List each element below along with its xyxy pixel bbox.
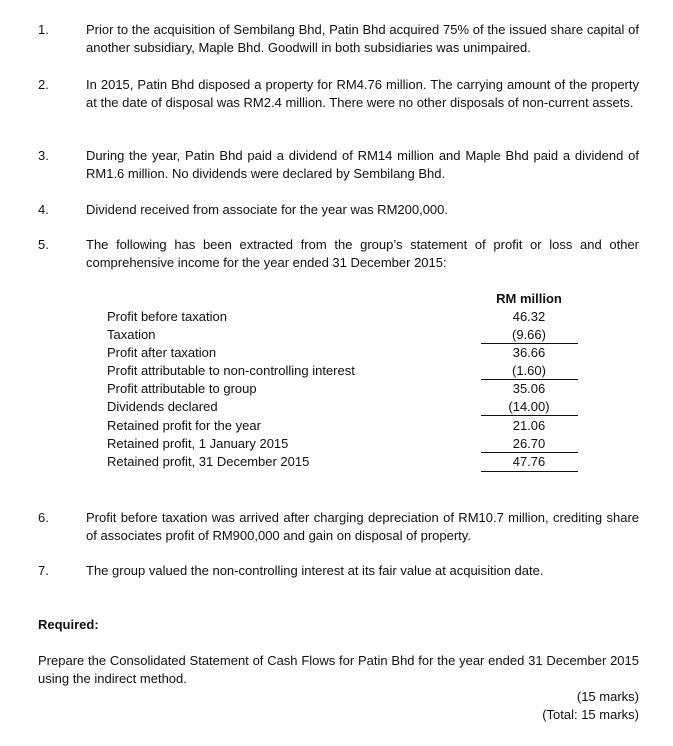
table-row xyxy=(0,380,673,398)
note-text: Prior to the acquisition of Sembilang Bhd, Patin Bhd acquired 75% of the issued share capital of another subsidiary, Maple Bhd. Goodwill in both subsidiaries was unimpaired. xyxy=(86,22,639,55)
row-value: 26.70 xyxy=(512,436,546,451)
note-number: 6. xyxy=(38,510,49,525)
total-marks-label: (Total: 15 marks) xyxy=(542,707,639,722)
note-text: During the year, Patin Bhd paid a dividend of RM14 million and Maple Bhd paid a dividend of RM1.6 million. No dividends were declared by Sembilang Bhd. xyxy=(86,148,639,181)
note-number: 4. xyxy=(38,202,49,217)
note-text: Profit before taxation was arrived after charging depreciation of RM10.7 million, crediting share of associates profit of RM900,000 and gain on disposal of property. xyxy=(86,510,639,543)
note-number: 7. xyxy=(38,563,49,578)
row-label: Retained profit, 1 January 2015 xyxy=(107,436,289,451)
note-number: 5. xyxy=(38,237,49,252)
note-number: 1. xyxy=(38,22,49,37)
note-text: Dividend received from associate for the year was RM200,000. xyxy=(86,202,449,217)
note-text: In 2015, Patin Bhd disposed a property for RM4.76 million. The carrying amount of the property at the date of disposal was RM2.4 million. There were no other disposals of non-current assets. xyxy=(86,77,639,110)
row-value: 47.76 xyxy=(512,454,546,469)
note-number: 2. xyxy=(38,77,49,92)
table-row xyxy=(0,326,673,344)
row-label: Retained profit, 31 December 2015 xyxy=(107,454,310,469)
required-heading: Required: xyxy=(38,617,99,632)
row-label: Profit attributable to group xyxy=(107,381,257,396)
table-row xyxy=(0,308,673,326)
row-value: (1.60) xyxy=(512,363,546,378)
table-header xyxy=(0,290,673,308)
row-value: (14.00) xyxy=(508,399,550,414)
table-row xyxy=(0,435,673,453)
task-text: Prepare the Consolidated Statement of Cash Flows for Patin Bhd for the year ended 31 December 2015 using the indirect method. xyxy=(38,653,639,686)
row-value: 46.32 xyxy=(512,309,546,324)
table-row xyxy=(0,398,673,416)
row-value: 21.06 xyxy=(512,418,546,433)
row-label: Taxation xyxy=(107,327,156,342)
subtotal-rule xyxy=(481,415,578,416)
column-header: RM million xyxy=(496,291,562,306)
row-value: (9.66) xyxy=(512,327,546,342)
table-row xyxy=(0,453,673,471)
marks-label: (15 marks) xyxy=(576,689,639,704)
note-text: The following has been extracted from the group’s statement of profit or loss and other comprehensive income for the year ended 31 December 2015: xyxy=(86,237,639,270)
row-label: Profit after taxation xyxy=(107,345,217,360)
note-number: 3. xyxy=(38,148,49,163)
table-row xyxy=(0,417,673,435)
row-label: Retained profit for the year xyxy=(107,418,261,433)
total-rule xyxy=(481,471,578,472)
note-text: The group valued the non-controlling interest at its fair value at acquisition date. xyxy=(86,563,544,578)
table-row xyxy=(0,344,673,362)
row-label: Dividends declared xyxy=(107,399,218,414)
row-label: Profit attributable to non-controlling interest xyxy=(107,363,355,378)
table-row xyxy=(0,362,673,380)
row-value: 35.06 xyxy=(512,381,546,396)
row-label: Profit before taxation xyxy=(107,309,227,324)
row-value: 36.66 xyxy=(512,345,546,360)
